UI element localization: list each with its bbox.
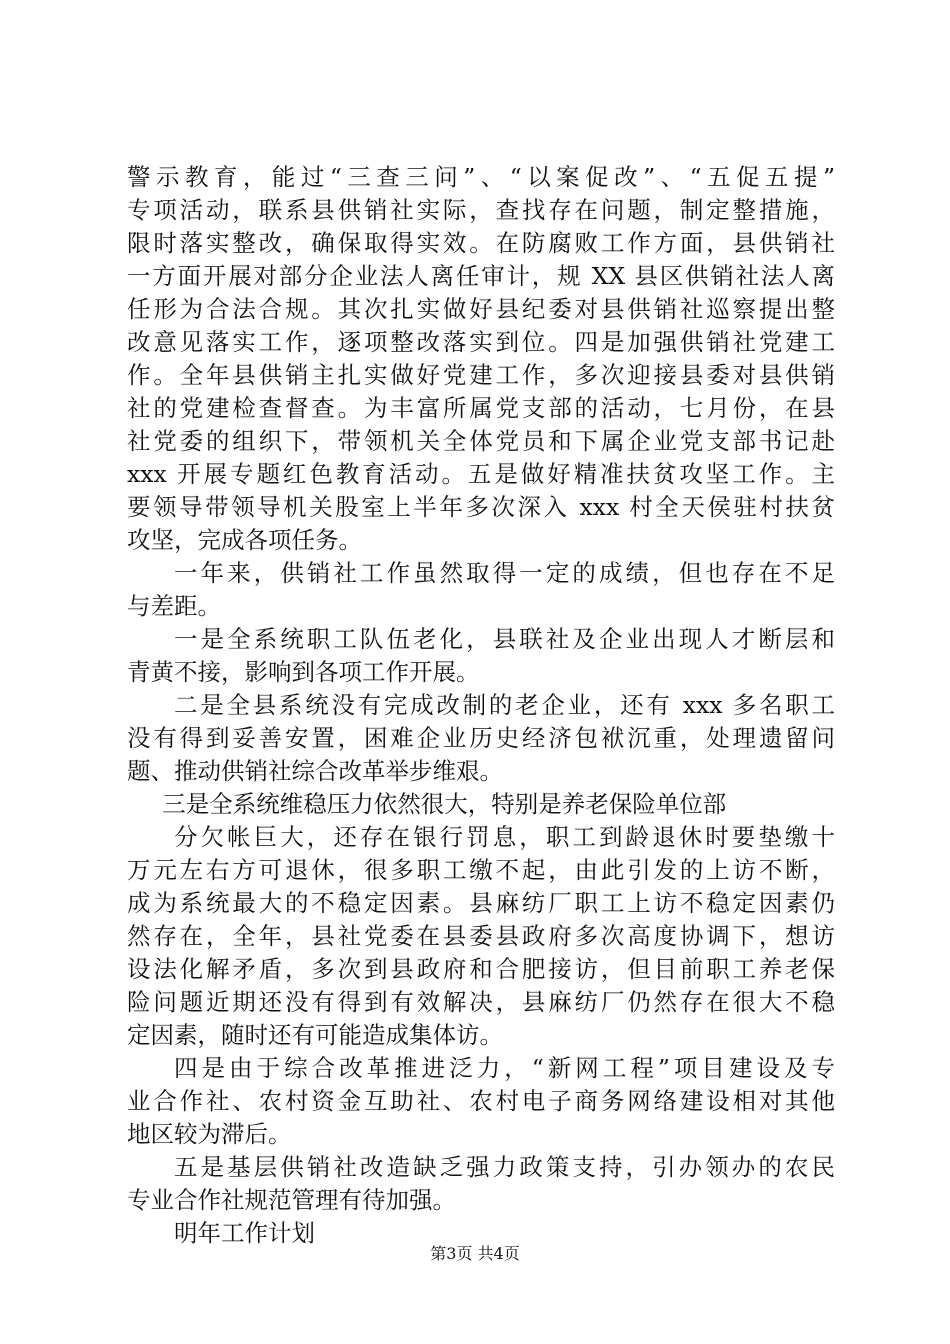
text-line: 三是全系统维稳压力依然很大，特别是养老保险单位部: [162, 790, 727, 818]
text-line: 限时落实整改，确保取得实效。在防腐败工作方面，县供销社: [127, 229, 835, 257]
text-line: 五是基层供销社改造缺乏强力政策支持，引办领办的农民: [174, 1153, 835, 1181]
text-line: 业合作社、农村资金互助社、农村电子商务网络建设相对其他: [127, 1087, 835, 1115]
text-line: 与差距。: [127, 592, 221, 620]
text-line: 改意见落实工作，逐项整改落实到位。四是加强供销社党建工: [127, 328, 835, 356]
text-line: 四是由于综合改革推进泛力，“新网工程”项目建设及专: [174, 1054, 835, 1082]
text-line: 没有得到妥善安置，困难企业历史经济包袱沉重，处理遗留问: [127, 724, 835, 752]
text-line: 青黄不接，影响到各项工作开展。: [127, 658, 480, 686]
text-line: 万元左右方可退休，很多职工缴不起，由此引发的上访不断，: [127, 856, 835, 884]
text-line: 社的党建检查督查。为丰富所属党支部的活动，七月份，在县: [127, 394, 835, 422]
text-line: 一是全系统职工队伍老化，县联社及企业出现人才断层和: [174, 625, 835, 653]
text-line: 明年工作计划: [174, 1219, 315, 1247]
text-line: 设法化解矛盾，多次到县政府和合肥接访，但目前职工养老保: [127, 955, 835, 983]
page-footer: 第3页 共4页: [430, 1244, 520, 1263]
text-line: 定因素，随时还有可能造成集体访。: [127, 1021, 503, 1049]
text-line: 任形为合法合规。其次扎实做好县纪委对县供销社巡察提出整: [127, 295, 835, 323]
document-body: [127, 161, 835, 1250]
text-line: 一方面开展对部分企业法人离任审计，规 XX 县区供销社法人离: [127, 262, 835, 290]
text-line: 成为系统最大的不稳定因素。县麻纺厂职工上访不稳定因素仍: [127, 889, 835, 917]
text-line: 专项活动，联系县供销社实际，查找存在问题，制定整措施，: [127, 196, 835, 224]
text-line: 险问题近期还没有得到有效解决，县麻纺厂仍然存在很大不稳: [127, 988, 835, 1016]
text-line: 地区较为滞后。: [127, 1120, 292, 1148]
text-line: 然存在，全年，县社党委在县委县政府多次高度协调下，想访: [127, 922, 835, 950]
text-line: 警示教育，能过“三查三问”、“以案促改”、“五促五提”: [127, 163, 835, 191]
text-line: 分欠帐巨大，还存在银行罚息，职工到龄退休时要垫缴十: [174, 823, 835, 851]
text-line: 题、推动供销社综合改革举步维艰。: [127, 757, 503, 785]
text-line: 专业合作社规范管理有待加强。: [127, 1186, 456, 1214]
text-line: 要领导带领导机关股室上半年多次深入 xxx 村全天侯驻村扶贫: [127, 493, 835, 521]
text-line: 二是全县系统没有完成改制的老企业，还有 xxx 多名职工: [174, 691, 835, 719]
text-line: xxx 开展专题红色教育活动。五是做好精准扶贫攻坚工作。主: [127, 460, 835, 488]
text-line: 一年来，供销社工作虽然取得一定的成绩，但也存在不足: [174, 559, 835, 587]
text-line: 攻坚，完成各项任务。: [127, 526, 362, 554]
text-line: 作。全年县供销主扎实做好党建工作，多次迎接县委对县供销: [127, 361, 835, 389]
text-line: 社党委的组织下，带领机关全体党员和下属企业党支部书记赴: [127, 427, 835, 455]
